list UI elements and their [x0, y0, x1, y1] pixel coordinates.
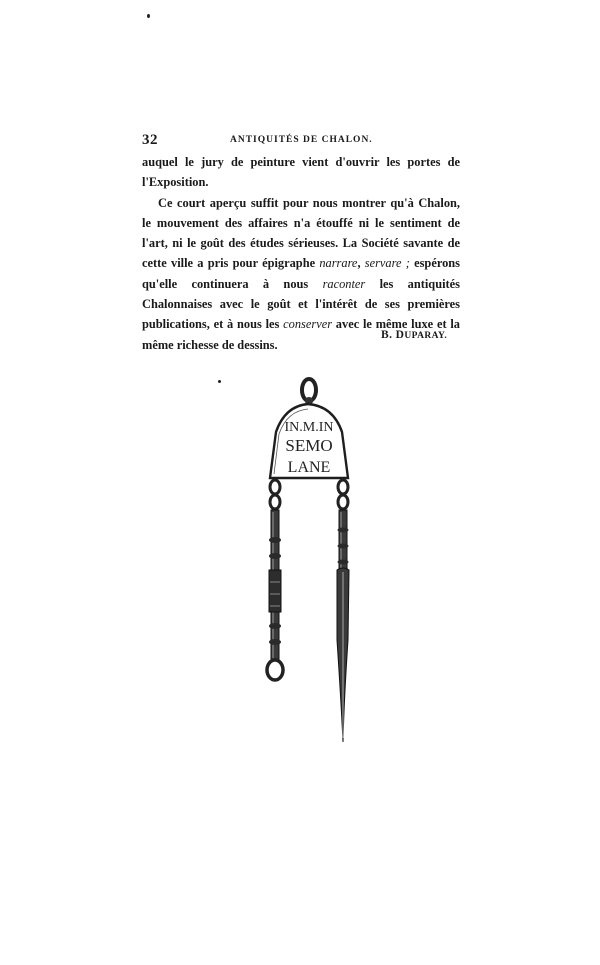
- inscription-line: SEMO: [285, 436, 333, 455]
- text-run: ,: [357, 256, 365, 271]
- inscription-line: IN.M.IN: [284, 420, 334, 435]
- italic-term: raconter: [322, 276, 366, 291]
- inscribed-plaque: [270, 404, 348, 478]
- italic-term: servare ;: [364, 256, 410, 271]
- nail-cleaner: [337, 480, 349, 742]
- paragraph: auquel le jury de peinture vient d'ouvrir les portes de l'Exposition.: [142, 155, 460, 190]
- ink-speck: [147, 14, 150, 18]
- running-title: ANTIQUITÉS DE CHALON.: [230, 135, 373, 145]
- text-run: Ce court aperçu suffit pour nous montrer qu'à Chalon, le mouvement des affaires n'a étouffé ni le sentiment de l'art, ni le goût des études sérieuses. La Société savante de cette ville a pris pour épigraphe: [142, 195, 460, 271]
- text-run: espérons qu'elle continuera à nous: [142, 256, 460, 291]
- page-number: 32: [142, 132, 158, 148]
- text-run: les antiquités Chalonnaises avec le goût et l'intérêt de ses premières publications, et à nous les: [142, 276, 460, 332]
- text-run: avec le même luxe et la même richesse de dessins.: [142, 317, 461, 352]
- signature-surname: UPARAY.: [404, 331, 448, 341]
- ink-speck: [218, 380, 221, 383]
- italic-term: narrare: [319, 256, 358, 271]
- italic-term: conserver: [283, 317, 333, 332]
- inscription-line: LANE: [287, 459, 331, 476]
- page-header: [142, 132, 460, 148]
- signature-initial: B. D: [381, 329, 405, 341]
- body-text: [142, 152, 460, 355]
- suspension-ring: [302, 379, 316, 405]
- author-signature: [381, 329, 447, 341]
- ear-scoop: [267, 480, 283, 680]
- antique-toilet-set-illustration: [240, 370, 370, 750]
